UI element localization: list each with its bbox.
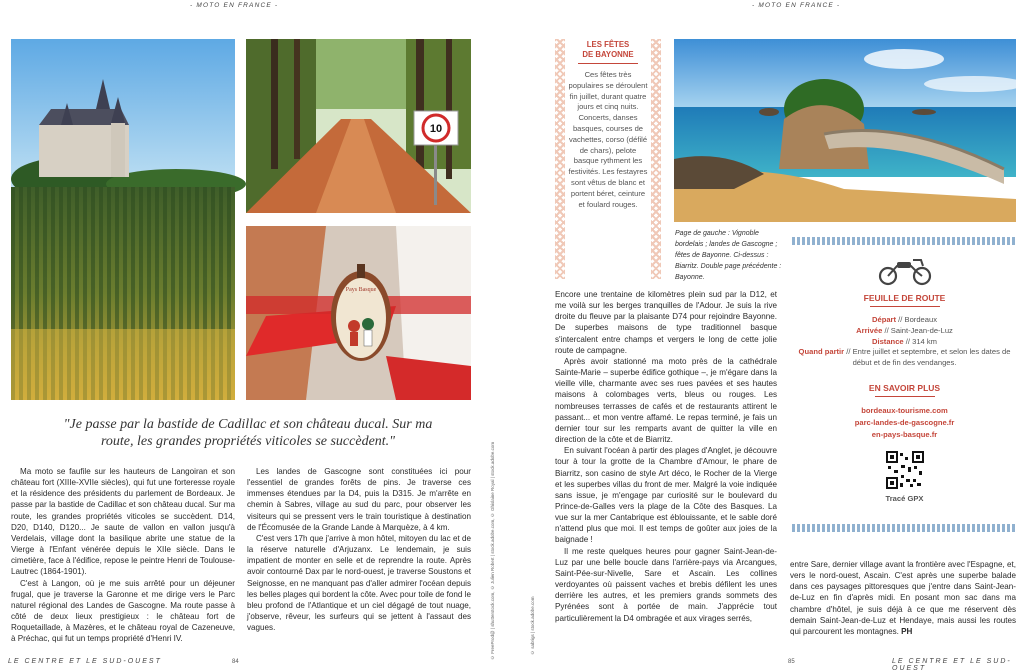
flask-label: Pays Basque [345,287,377,293]
page-number-right: 85 [788,659,795,665]
decorative-border-right [651,39,661,279]
photo-caption: Page de gauche : Vignoble bordelais ; landes de Gascogne ; fêtes de Bayonne. Ci-dessus : Biarritz. Double page précédente : Bayonne. [675,230,782,281]
author-sign: PH [901,626,913,636]
roadsheet-details [792,315,1017,369]
paragraph: Après avoir stationné ma moto près de la cathédrale Sainte-Marie – superbe édifice gothique –, je m'égare dans la vieille ville, charmante avec ses rues pavées et ses hautes maisons à colombages verts, bleus ou rouges. Les nombreuses terrasses de cafés et de restaurants attirent le passant... et mon ventre affamé. Le repas terminé, je fais un dernier tour sur les remparts avant de quitter la ville en direction de la côte et de Biarritz. [555,356,777,445]
pull-quote: "Je passe par la bastide de Cadillac et son château ducal. Sur ma route, les grandes propriétés viticoles se succèdent." [63,417,433,449]
arrivee-label: Arrivée [856,325,883,335]
decorative-border-left [555,39,565,279]
gpx-qr-code[interactable] [792,451,1017,494]
header-left: - MOTO EN FRANCE - [190,2,279,9]
roadsheet-title: FEUILLE DE ROUTE [863,293,946,303]
more-info-title: EN SAVOIR PLUS [868,382,941,393]
forest-road-photo [246,39,471,213]
article-column-1 [11,466,235,649]
depart-label: Départ [871,315,897,324]
article-column-4 [790,559,1016,649]
link-bordeaux-tourisme[interactable]: bordeaux-tourisme.com [861,405,948,415]
footer-left: LE CENTRE ET LE SUD-OUEST [8,658,162,665]
quand-label: Quand partir [798,347,845,357]
speed-sign-text: 10 [429,123,443,135]
paragraph: Il me reste quelques heures pour gagner Saint-Jean-de-Luz par une belle boucle dans l'arrière-pays via Arcangues, Saint-Pée-sur-Nivelle, Sare et Ascain. Les collines verdoyantes où paissent vaches et brebis défilent les unes derrière les autres, et les premiers grands sommets des Pyrénées sont à portée de main. J'apprécie tout particulièrement la D4 ombragée et aux virages serrés, [555,546,777,623]
paragraph: Ma moto se faufile sur les hauteurs de Langoiran et son château fort (XIIIe-XVIIe siècles), qui fut une forteresse royale et la résidence des présidents du parlement de Bordeaux. Je passe par la bastide de Cadillac et son château ducal. Sur ma route, les grandes propriétés viticoles se succèdent. D14, D20, D140, D120... Je saute de vallon en vallon jusqu'à Verdelais, village dont la basilique abrite une statue de la Vierge à l'Enfant vénérée depuis le XIIe siècle. Dans le cimetière, face à l'édifice, repose le peintre Henri de Toulouse-Lautrec (1864-1901). [11,467,235,577]
sidebar-divider [578,63,638,64]
biarritz-photo [674,39,1016,222]
bayonne-festival-photo [246,226,471,400]
sidebar-body: Ces fêtes très populaires se déroulent fin juillet, durant quatre jours et cinq nuits. Concerts, danses basques, courses de vachettes, corso (défilé de chars), pelote basque rythment les festivités. Les festayres sont vêtus de blanc et portent béret, ceinture et foulard rouges. [568,70,648,209]
photo-credit-right: © sabrigs | stock.adobe.com [530,596,535,655]
vineyard-photo [11,39,235,400]
paragraph: En suivant l'océan à partir des plages d'Anglet, je découvre tour à tour la grotte de la Chambre d'Amour, le phare de Biarritz, son casino de style Art déco, le Rocher de la Vierge et les superbes villas du front de mer. Malgré la voie indiquée sans issue, je m'engage par curiosité sur le boulevard du Prince-de-Galles vers la plage de la Côte des Basques. La vue sur la mer Cantabrique est éblouissante, et le sable doré n'attend plus que moi. Il est temps de goûter aux joies de la baignade ! [555,446,777,545]
page-number-left: 84 [232,659,239,665]
distance-value: // 314 km [905,336,937,346]
decorative-band-top [792,237,1017,245]
roadsheet-divider [870,306,940,307]
quand-value: // Entre juillet et septembre, et selon les dates de début et de fin des vendanges. [846,347,1011,368]
arrivee-value: // Saint-Jean-de-Luz [884,325,953,335]
depart-value: // Bordeaux [898,315,938,324]
paragraph: C'est à Langon, où je me suis arrêté pour un déjeuner frugal, que je traverse la Garonne et me dirige vers le Parc naturel régional des Landes de Gascogne. Ma route passe à côté de deux lieux prestigieux : le château fort de Roquetaillade, à Mazères, et le château royal de Cazeneuve, à Préchac, qui fut un temps propriété d'Henri IV. [11,578,235,644]
distance-label: Distance [871,336,904,346]
link-pays-basque[interactable]: en-pays-basque.fr [871,429,938,439]
paragraph [790,559,1016,637]
link-parc-landes[interactable]: parc-landes-de-gascogne.fr [854,417,955,427]
sidebar-title-line1: LES FÊTES [586,40,630,49]
article-column-2 [247,466,471,649]
col4-text: entre Sare, dernier village avant la frontière avec l'Espagne, et, vers le nord-ouest, Ascain. C'est après une superbe balade dans ces paysages pittoresques que j'entre dans Saint-Jean-de-Luz en fin d'après midi. En posant mon sac dans ma chambre d'hôtel, je suis déjà à ce que me réservent dès demain Saint-Jean-de-Luz et Hendaye, mais aussi les routes qui parcourent les montagnes. [790,560,1016,636]
motorcycle-icon [792,252,1017,291]
paragraph: Encore une trentaine de kilomètres plein sud par la D12, et me voilà sur les berges tranquilles de l'Adour. Je suis la rive droite du fleuve par la plaisante D74 pour rejoindre Bayonne. De superbes maisons de type traditionnel basque s'intercalent entre champs et vergers le long de cette jolie route de campagne. [555,290,777,355]
roadsheet-box [792,252,1017,505]
gpx-label: Tracé GPX [885,493,924,503]
decorative-band-bottom [792,524,1017,532]
more-info-divider [875,396,935,397]
footer-right: LE CENTRE ET LE SUD-OUEST [892,658,1012,672]
paragraph: C'est vers 17h que j'arrive à mon hôtel, mitoyen du lac et de la réserve naturelle d'Arjuzanx. Le lendemain, je suis impatient de monter en selle et de reprendre la route. Après avoir contourné Dax par le nord-ouest, je traverse Soustons et Seignosse, en ne manquant pas d'aller admirer l'océan depuis les belles plages qui bordent la côte. Avec pour toile de fond le bleu profond de l'Atlantique et un ciel dégagé de tout nuage, j'observe, rêveur, les surfeurs qui se jettent à l'assaut des vagues. [247,533,471,633]
sidebar-title-line2: DE BAYONNE [582,50,634,59]
header-right: - MOTO EN FRANCE - [752,2,841,9]
photo-credit-left: © FreeProd@ | shutterstock.com, © Julien Robert | stock.adobe.com, © Ghislaine Royal | stock.adobe.com [490,441,495,660]
paragraph: Les landes de Gascogne sont constituées ici pour l'essentiel de grandes forêts de pins. Je traverse ces immenses étendues par la D4, puis la D315. Je m'arrête en chemin à Sabres, village au sud du parc, pour observer les visiteurs qui se pressent vers le train touristique à destination de l'Écomusée de la Grande Lande à Marquèze, à 4 km. [247,467,471,532]
sidebar-fetes [567,40,649,210]
article-column-3 [555,289,777,651]
